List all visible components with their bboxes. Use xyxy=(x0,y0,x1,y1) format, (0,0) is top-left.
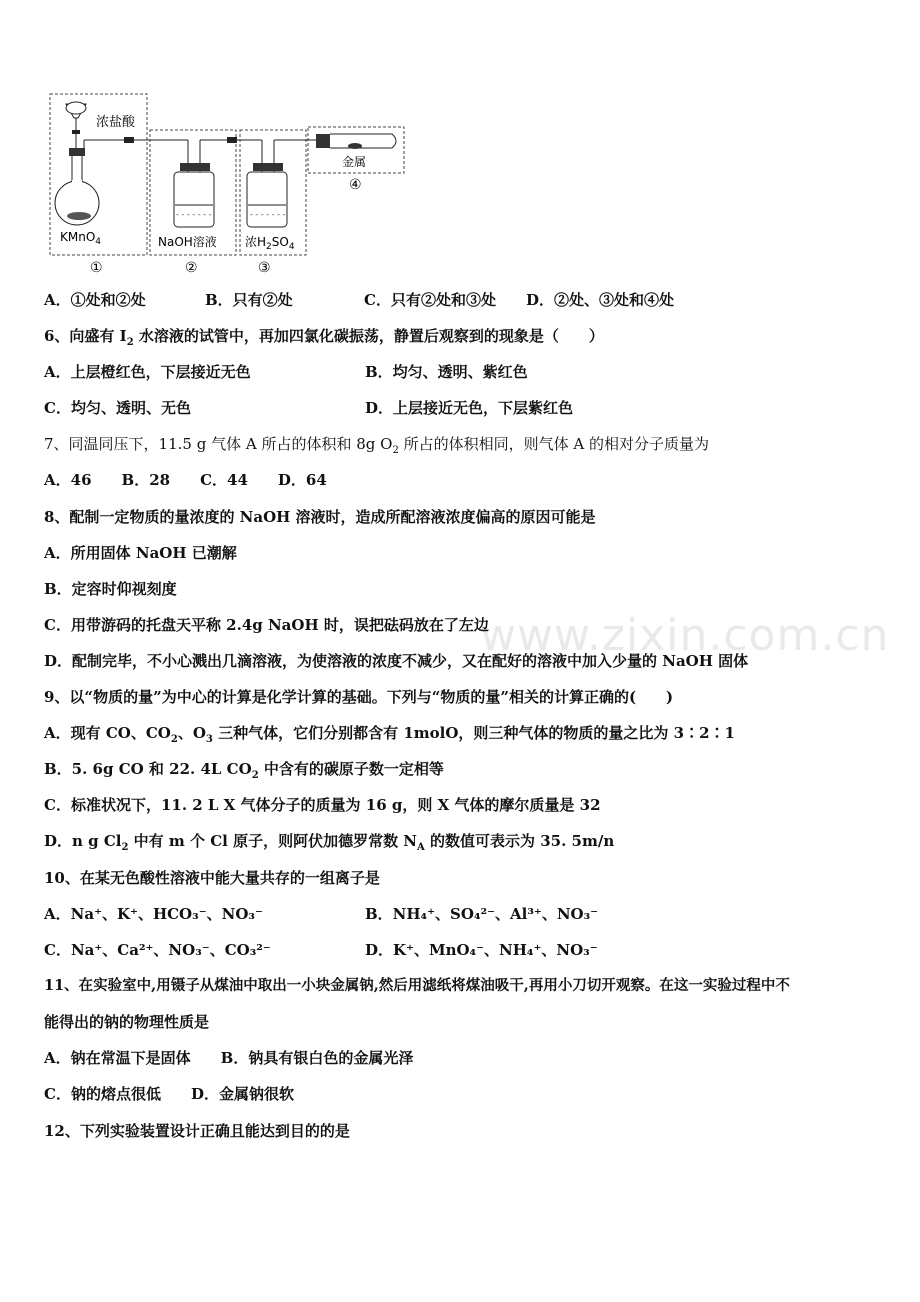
q5-option-c: C．只有②处和③处 xyxy=(364,291,496,309)
q10-stem: 10、在某无色酸性溶液中能大量共存的一组离子是 xyxy=(44,869,380,887)
q8-option-b: B．定容时仰视刻度 xyxy=(44,580,177,598)
q8-option-a: A．所用固体 NaOH 已潮解 xyxy=(44,544,237,562)
label-naoh: NaOH溶液 xyxy=(158,235,217,249)
label-metal: 金属 xyxy=(342,155,367,169)
q7-stem: 7、同温同压下，11.5 g 气体 A 所占的体积和 8g $O_2$ 所占的体积相同，则气体 A 的相对分子质量为 xyxy=(44,435,709,456)
q11-options-ab: A．钠在常温下是固体 B．钠具有银白色的金属光泽 xyxy=(44,1049,414,1067)
q11-stem-line-1: 11、在实验室中,用镊子从煤油中取出一小块金属钠,然后用滤纸将煤油吸干,再用小刀切开观察。在这一实验过程中不 xyxy=(44,977,790,994)
label-h2so4: 浓$H_2SO_4$ xyxy=(245,235,295,252)
label-num-3: ③ xyxy=(258,260,271,276)
q6-option-c: C．均匀、透明、无色 xyxy=(44,399,191,417)
q9-stem: 9、以“物质的量”为中心的计算是化学计算的基础。下列与“物质的量”相关的计算正确的( ) xyxy=(44,688,674,706)
q8-option-c: C．用带游码的托盘天平称 2.4g NaOH 时，误把砝码放在了左边 xyxy=(44,616,489,634)
label-hcl: 浓盐酸 xyxy=(96,115,136,130)
label-num-4: ④ xyxy=(349,177,362,193)
q6-option-b: B．均匀、透明、紫红色 xyxy=(365,363,528,381)
label-kmno4: KMnO$_4$ xyxy=(60,230,102,247)
q9-option-c: C．标准状况下，11. 2 L X 气体分子的质量为 16 g，则 X 气体的摩尔质量是 32 xyxy=(44,796,601,814)
q5-option-b: B．只有②处 xyxy=(205,291,293,309)
q9-option-d: D．n g $Cl_2$ 中有 m 个 Cl 原子，则阿伏加德罗常数 $N_A$ 的数值可表示为 35. 5m/n xyxy=(44,832,615,853)
apparatus-diagram xyxy=(0,0,920,285)
q5-option-a: A．①处和②处 xyxy=(44,291,146,309)
q10-option-b: B．NH₄⁺、SO₄²⁻、Al³⁺、NO₃⁻ xyxy=(365,905,599,923)
q7-options: A．46 B．28 C．44 D．64 xyxy=(44,471,327,489)
q11-stem-line-2: 能得出的钠的物理性质是 xyxy=(44,1013,210,1031)
q10-option-c: C．Na⁺、Ca²⁺、NO₃⁻、CO₃²⁻ xyxy=(44,941,271,959)
q11-options-cd: C．钠的熔点很低 D．金属钠很软 xyxy=(44,1085,294,1103)
svg-text:- - - - - - -: - - - - - - - xyxy=(250,210,286,219)
q9-option-a: A．现有 CO、$CO_2$、$O_3$ 三种气体，它们分别都含有 1molO，则三种气体的物质的量之比为 3∶2∶1 xyxy=(44,724,735,745)
label-num-1: ① xyxy=(90,260,103,276)
q10-option-d: D．K⁺、MnO₄⁻、NH₄⁺、NO₃⁻ xyxy=(365,941,598,959)
q12-stem: 12、下列实验装置设计正确且能达到目的的是 xyxy=(44,1122,350,1140)
watermark: www.zixin.com.cn xyxy=(480,610,890,661)
q6-option-a: A．上层橙红色，下层接近无色 xyxy=(44,363,251,381)
q9-option-b: B．5. 6g CO 和 22. 4L $CO_2$ 中含有的碳原子数一定相等 xyxy=(44,760,444,781)
q6-option-d: D．上层接近无色，下层紫红色 xyxy=(365,399,574,417)
q10-option-a: A．Na⁺、K⁺、HCO₃⁻、NO₃⁻ xyxy=(44,905,263,923)
q8-stem: 8、配制一定物质的量浓度的 NaOH 溶液时，造成所配溶液浓度偏高的原因可能是 xyxy=(44,508,596,526)
q5-option-d: D．②处、③处和④处 xyxy=(526,291,675,309)
q6-stem: 6、向盛有 $I_2$ 水溶液的试管中，再加四氯化碳振荡，静置后观察到的现象是（ ） xyxy=(44,327,604,348)
svg-text:- - - - - - -: - - - - - - - xyxy=(176,210,212,219)
q8-option-d: D．配制完毕，不小心溅出几滴溶液，为使溶液的浓度不减少，又在配好的溶液中加入少量的 NaOH 固体 xyxy=(44,652,749,670)
label-num-2: ② xyxy=(185,260,198,276)
